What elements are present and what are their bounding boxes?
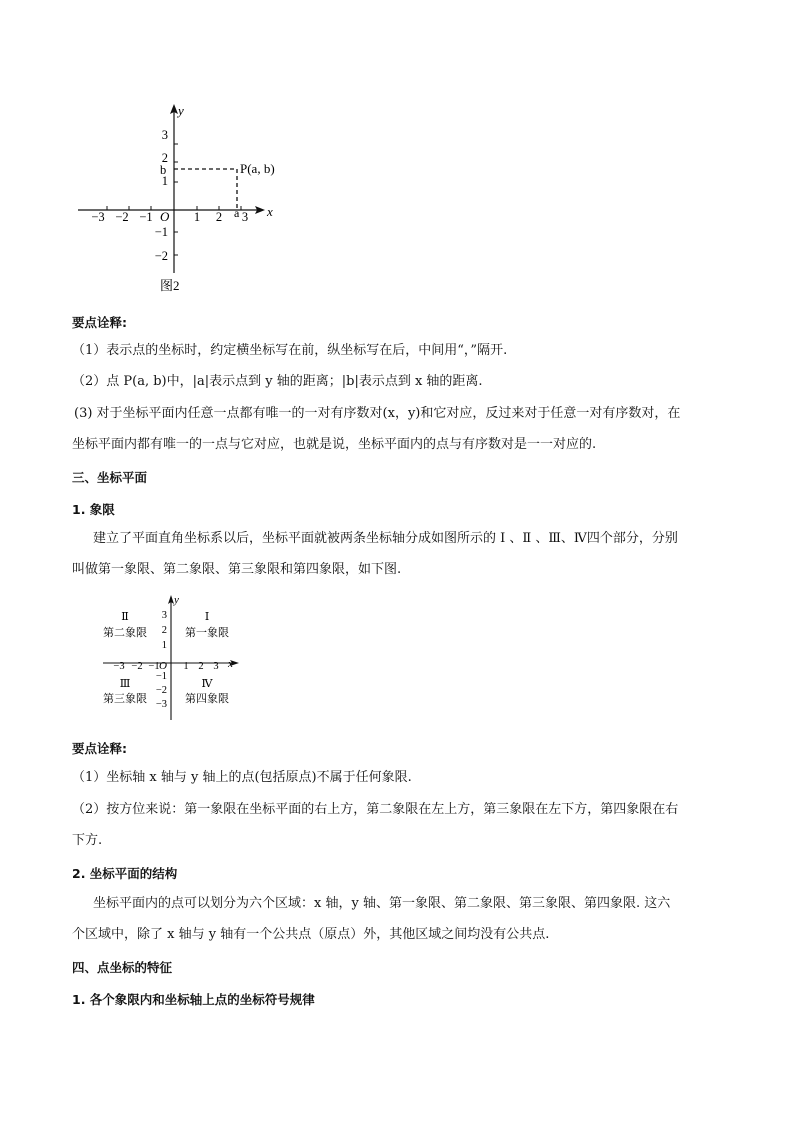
paragraph-line: 建立了平面直角坐标系以后，坐标平面就被两条坐标轴分成如图所示的 Ⅰ 、Ⅱ 、Ⅲ、Ⅳ四个部分，分别 xyxy=(93,531,678,546)
y-tick-label: 3 xyxy=(161,128,168,142)
x-tick-label: −3 xyxy=(113,661,125,672)
notes-heading: 要点诠释: xyxy=(72,741,127,756)
x-tick-label: 2 xyxy=(198,661,204,672)
x-axis-label: x xyxy=(228,658,233,670)
notes-heading: 要点诠释: xyxy=(72,315,127,330)
y-tick-label: −1 xyxy=(155,671,167,682)
b-label: b xyxy=(160,163,167,177)
paragraph-line: 叫做第一象限、第二象限、第三象限和第四象限，如下图. xyxy=(72,562,402,577)
x-tick-label: 3 xyxy=(241,210,249,224)
quadrant-1-number: Ⅰ xyxy=(204,611,210,623)
note-item: 坐标平面内都有唯一的一点与它对应，也就是说，坐标平面内的点与有序数对是一一对应的. xyxy=(72,437,597,452)
quadrant-3-number: Ⅲ xyxy=(119,678,131,690)
coordinate-figure-point-p xyxy=(60,95,300,300)
note-item: （2）点 P(a, b)中，|a|表示点到 y 轴的距离；|b|表示点到 x 轴的距离. xyxy=(72,374,483,389)
paragraph-line: 坐标平面内的点可以划分为六个区域：x 轴，y 轴、第一象限、第二象限、第三象限、第四象限. 这六 xyxy=(93,896,671,911)
note-item: (3) 对于坐标平面内任意一点都有唯一的一对有序数对(x，y)和它对应，反过来对于任意一对有序数对，在 xyxy=(74,406,681,421)
paragraph-line: 个区域中，除了 x 轴与 y 轴有一个公共点（原点）外，其他区域之间均没有公共点. xyxy=(72,927,550,942)
y-axis-label: y xyxy=(178,103,184,118)
quadrant-1-name: 第一象限 xyxy=(185,627,229,639)
y-tick-label: 2 xyxy=(161,625,167,636)
quadrant-3-name: 第三象限 xyxy=(103,693,147,705)
subsection-title: 1. 象限 xyxy=(72,502,115,517)
section-title: 三、坐标平面 xyxy=(72,470,148,485)
a-label: a xyxy=(234,206,240,220)
y-tick-label: −3 xyxy=(155,699,167,710)
figure-caption: 图2 xyxy=(160,278,180,293)
y-tick-label: 1 xyxy=(161,640,167,651)
x-tick-label: −2 xyxy=(131,661,143,672)
quadrant-2-name: 第二象限 xyxy=(103,627,147,639)
quadrant-figure xyxy=(95,590,250,725)
point-p-label: P(a, b) xyxy=(240,161,275,176)
subsection-title: 2. 坐标平面的结构 xyxy=(72,866,178,881)
x-axis-label: x xyxy=(267,204,273,219)
y-tick-label: 1 xyxy=(161,174,168,188)
origin-label: O xyxy=(159,660,167,672)
x-tick-label: 1 xyxy=(193,210,201,224)
x-tick-label: −1 xyxy=(139,210,153,224)
y-tick-label: 2 xyxy=(161,151,168,165)
x-tick-label: −1 xyxy=(148,661,160,672)
y-tick-label: −1 xyxy=(154,225,168,239)
quadrant-2-number: Ⅱ xyxy=(121,611,129,623)
x-tick-label: 1 xyxy=(183,661,189,672)
y-tick-label: −2 xyxy=(154,249,168,263)
x-tick-label: 3 xyxy=(213,661,219,672)
y-tick-label: −2 xyxy=(155,685,167,696)
x-tick-label: −3 xyxy=(91,210,105,224)
note-item: （1）坐标轴 x 轴与 y 轴上的点(包括原点)不属于任何象限. xyxy=(72,770,412,785)
section-title: 四、点坐标的特征 xyxy=(72,960,173,975)
y-tick-label: 3 xyxy=(161,610,167,621)
subsection-title: 1. 各个象限内和坐标轴上点的坐标符号规律 xyxy=(72,992,315,1007)
note-item: 下方. xyxy=(72,833,103,848)
origin-label: O xyxy=(160,209,170,224)
note-item: （1）表示点的坐标时，约定横坐标写在前，纵坐标写在后，中间用“，”隔开. xyxy=(72,343,508,358)
quadrant-4-number: Ⅳ xyxy=(201,678,213,690)
note-item: （2）按方位来说：第一象限在坐标平面的右上方，第二象限在左上方，第三象限在左下方，第四象限在右 xyxy=(72,802,679,817)
quadrant-4-name: 第四象限 xyxy=(185,693,229,705)
y-axis-label: y xyxy=(174,594,179,606)
x-tick-label: 2 xyxy=(215,210,223,224)
x-tick-label: −2 xyxy=(115,210,129,224)
